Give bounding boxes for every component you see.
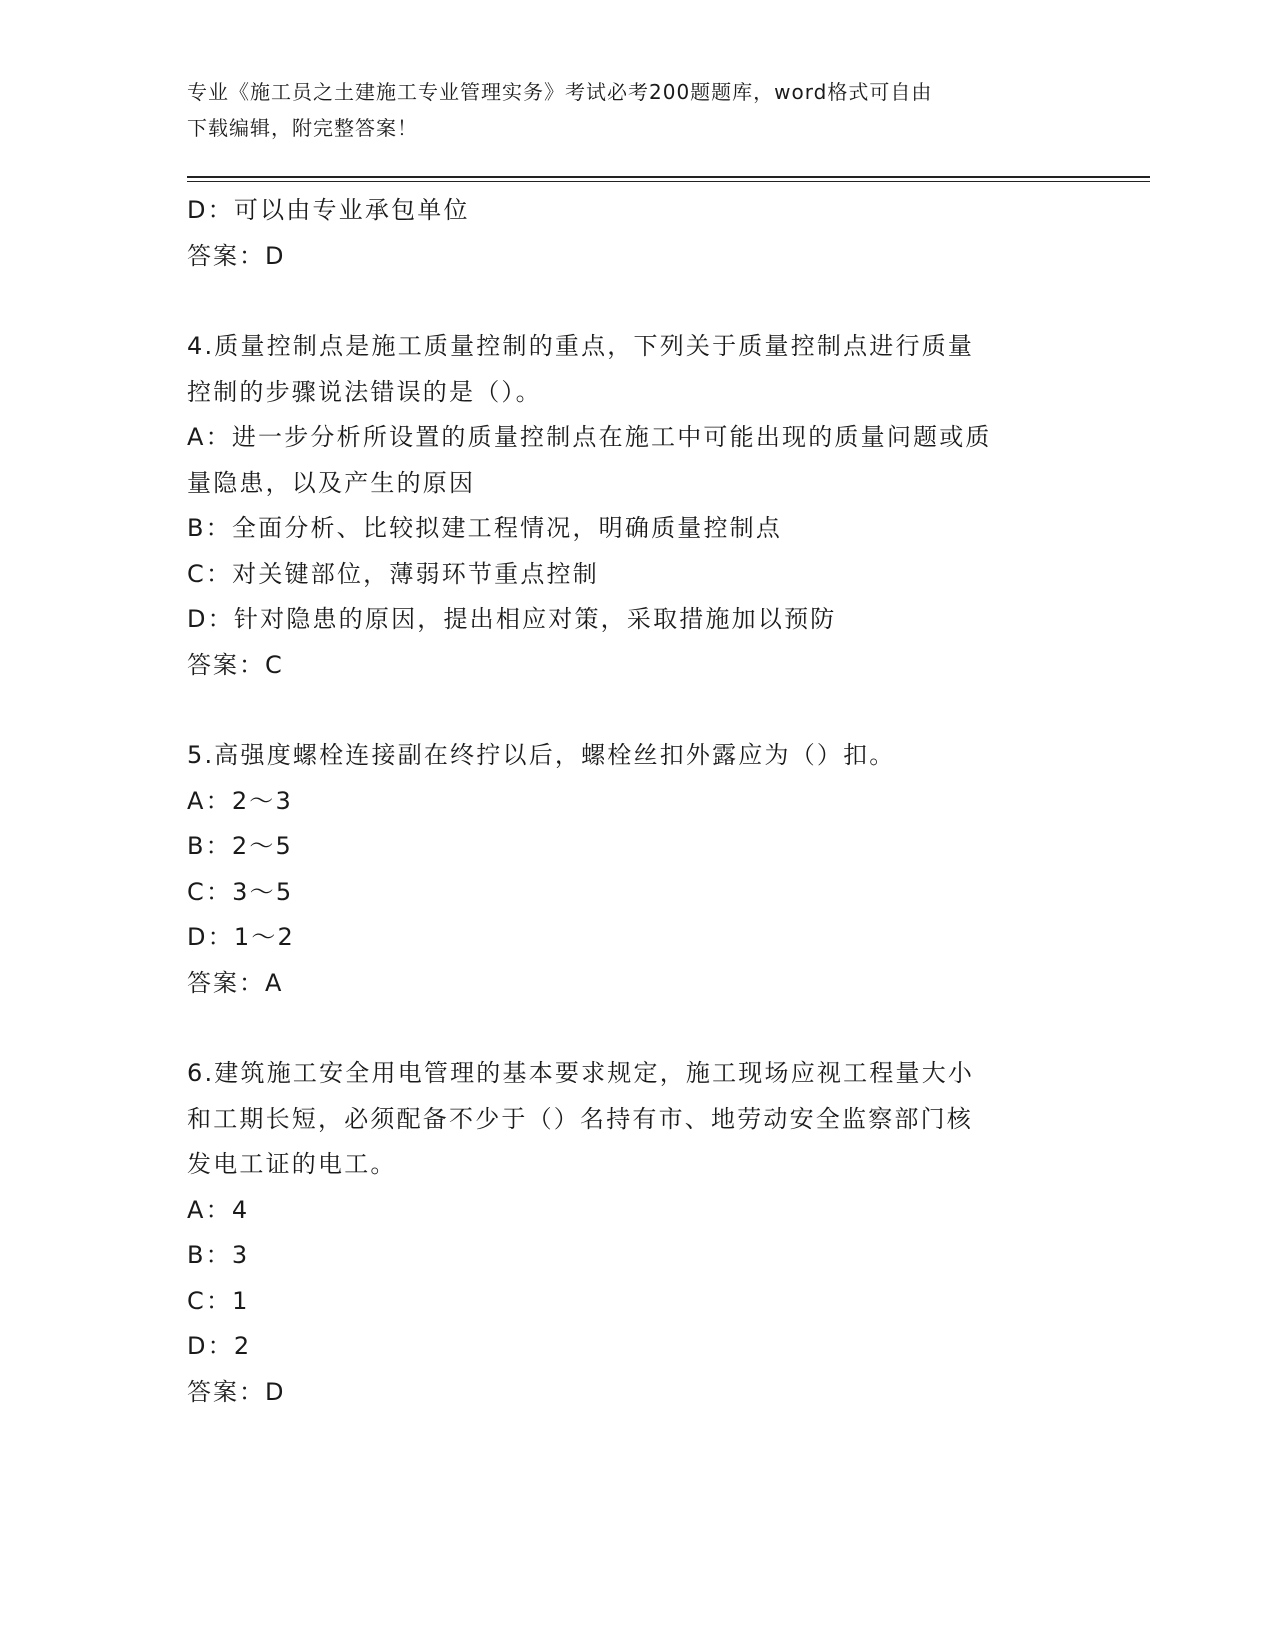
option-c: C：对关键部位，薄弱环节重点控制	[187, 559, 599, 588]
answer: 答案：D	[187, 1377, 286, 1406]
spacer	[187, 1006, 1087, 1051]
previous-question-tail	[187, 188, 1087, 279]
header-line-1: 专业《施工员之土建施工专业管理实务》考试必考200题题库，word格式可自由	[187, 80, 933, 104]
header-line-2: 下载编辑，附完整答案！	[187, 116, 418, 140]
option-b: B：2～5	[187, 832, 294, 860]
option-a: A：2～3	[187, 786, 293, 815]
option-a: 量隐患，以及产生的原因	[187, 468, 476, 497]
spacer	[187, 279, 1087, 324]
spacer	[187, 688, 1087, 733]
question-5	[187, 733, 1087, 1006]
header-divider-thin	[187, 181, 1150, 182]
option-a: A：进一步分析所设置的质量控制点在施工中可能出现的质量问题或质	[187, 423, 992, 451]
document-header	[187, 74, 1067, 146]
question-6	[187, 1051, 1087, 1415]
option-b: B：3	[187, 1241, 250, 1269]
question-stem: 5.高强度螺栓连接副在终拧以后，螺栓丝扣外露应为（）扣。	[187, 741, 896, 769]
question-stem: 4.质量控制点是施工质量控制的重点，下列关于质量控制点进行质量	[187, 332, 975, 360]
option-d: D：可以由专业承包单位	[187, 196, 470, 224]
option-b: B：全面分析、比较拟建工程情况，明确质量控制点	[187, 514, 783, 542]
question-stem: 和工期长短，必须配备不少于（）名持有市、地劳动安全监察部门核	[187, 1104, 973, 1133]
document-body	[187, 188, 1087, 1415]
header-divider	[187, 176, 1150, 178]
option-d: D：针对隐患的原因，提出相应对策，采取措施加以预防	[187, 605, 837, 633]
answer: 答案：A	[187, 968, 284, 997]
question-stem: 发电工证的电工。	[187, 1150, 397, 1178]
question-stem: 6.建筑施工安全用电管理的基本要求规定，施工现场应视工程量大小	[187, 1059, 975, 1087]
option-a: A：4	[187, 1195, 250, 1224]
question-4	[187, 324, 1087, 688]
option-d: D：1～2	[187, 923, 296, 951]
option-c: C：3～5	[187, 877, 294, 906]
question-stem: 控制的步骤说法错误的是（）。	[187, 377, 542, 406]
answer: 答案：D	[187, 241, 286, 270]
option-c: C：1	[187, 1286, 250, 1315]
option-d: D：2	[187, 1332, 252, 1360]
answer: 答案：C	[187, 650, 284, 679]
